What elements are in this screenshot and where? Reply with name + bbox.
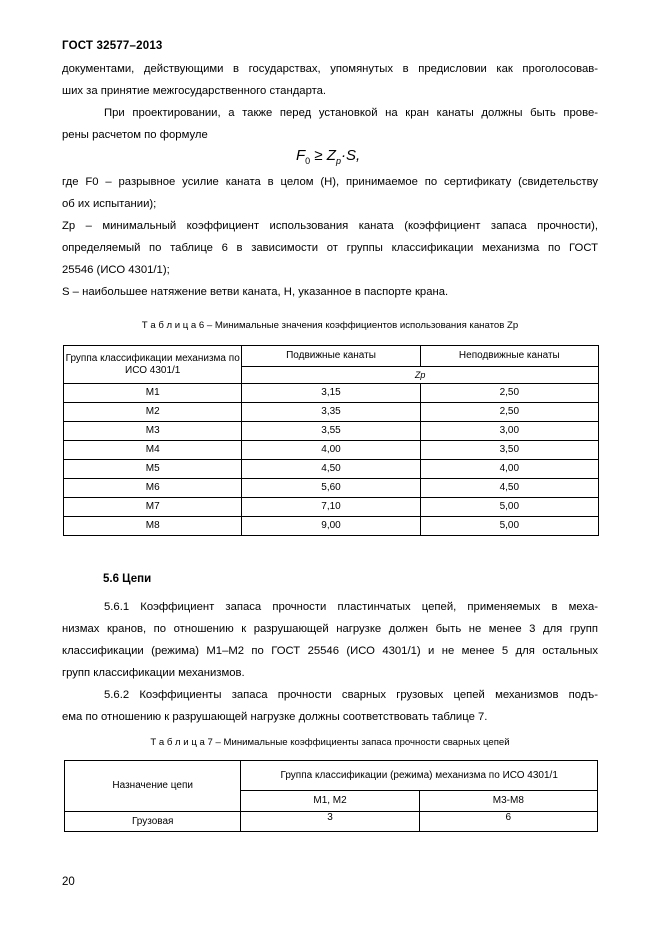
table6-subheader: Zp (242, 367, 599, 384)
text-line: определяемый по таблице 6 в зависимости от группы классификации механизма по ГОСТ (62, 242, 598, 254)
table7-group-header: Группа классификации (режима) механизма по ИСО 4301/1 (241, 761, 598, 791)
table6-cell-fixed: 2,50 (420, 403, 598, 422)
intro-paragraph (62, 58, 598, 102)
table6-cell-group: М1 (64, 384, 242, 403)
table-row (64, 384, 599, 403)
formula-z: Z (326, 147, 336, 164)
definition-zp: Zp – минимальный коэффициент использования каната (коэффициент запаса прочности), (62, 220, 598, 232)
text-line: групп классификации механизмов. (62, 667, 245, 679)
definitions (62, 171, 598, 303)
paragraph-5-6-1 (62, 596, 598, 684)
table6-cell-fixed: 3,00 (420, 422, 598, 441)
table6-cell-group: М5 (64, 460, 242, 479)
table6-cell-moving: 3,15 (242, 384, 420, 403)
table6-caption: Т а б л и ц а 6 – Минимальные значения коэффициентов использования канатов Zp (141, 320, 519, 331)
table6-cell-fixed: 4,50 (420, 479, 598, 498)
table6-cell-moving: 4,50 (242, 460, 420, 479)
table6-cell-moving: 4,00 (242, 441, 420, 460)
formula-rhs: ·S, (340, 147, 361, 164)
table7-cell-purpose: Грузовая (65, 812, 241, 832)
table6-cell-moving: 9,00 (242, 517, 420, 536)
table7-col1-header: Назначение цепи (65, 761, 241, 812)
text-line: При проектировании, а также перед установкой на кран канаты должны быть прове- (104, 107, 598, 119)
table6-cell-group: М4 (64, 441, 242, 460)
text-line: рены расчетом по формуле (62, 129, 208, 141)
table7-sub2: М3-М8 (419, 791, 597, 812)
table6-cell-moving: 3,55 (242, 422, 420, 441)
table-row (64, 422, 599, 441)
formula-lhs-sub: 0 (305, 156, 311, 166)
table6-col1-header: Группа классификации механизма по ИСО 4301/1 (64, 346, 242, 384)
text-line: об их испытании); (62, 198, 157, 210)
formula (296, 147, 360, 166)
table6-cell-moving: 7,10 (242, 498, 420, 517)
table6-cell-group: М2 (64, 403, 242, 422)
formula-z-sub: p (335, 156, 341, 166)
table7-sub1: М1, М2 (241, 791, 419, 812)
table6-cell-group: М3 (64, 422, 242, 441)
formula-operator: ≥ (310, 147, 327, 164)
text-line: ема по отношению к разрушающей нагрузке должны соответствовать таблице 7. (62, 711, 488, 723)
table-row (64, 441, 599, 460)
table-row (64, 498, 599, 517)
table6-cell-fixed: 5,00 (420, 517, 598, 536)
table-row (64, 403, 599, 422)
table6-cell-fixed: 4,00 (420, 460, 598, 479)
text-line: документами, действующими в государствах, упомянутых в предисловии как проголосовав- (62, 63, 598, 75)
table-6 (63, 345, 599, 536)
page-number: 20 (62, 876, 75, 888)
document-header: ГОСТ 32577–2013 (62, 40, 163, 52)
table7-cell-v2: 6 (419, 812, 597, 832)
table6-col2-header: Подвижные канаты (242, 346, 420, 367)
table-row (64, 517, 599, 536)
paragraph-5-6-2 (62, 684, 598, 728)
design-paragraph (62, 102, 598, 146)
text-line: низмах кранов, по отношению к разрушающей нагрузке должен быть не менее 3 для групп (62, 623, 598, 635)
table6-col3-header: Неподвижные канаты (420, 346, 598, 367)
table6-body (64, 384, 599, 536)
text-line: ших за принятие межгосударственного стандарта. (62, 85, 327, 97)
text-line: классификации (режима) М1–М2 по ГОСТ 25546 (ИСО 4301/1) и не менее 5 для остальных (62, 645, 598, 657)
table-row (64, 460, 599, 479)
table-7 (64, 760, 598, 832)
definition-f0: где F0 – разрывное усилие каната в целом (Н), принимаемое по сертификату (свидетельству (62, 176, 598, 188)
table7-cell-v1: 3 (241, 812, 419, 832)
table6-cell-group: М7 (64, 498, 242, 517)
table6-cell-fixed: 2,50 (420, 384, 598, 403)
definition-s: S – наибольшее натяжение ветви каната, Н, указанное в паспорте крана. (62, 286, 449, 298)
table7-caption: Т а б л и ц а 7 – Минимальные коэффициенты запаса прочности сварных цепей (150, 737, 510, 748)
formula-lhs: F (296, 147, 306, 164)
text-line: 5.6.2 Коэффициенты запаса прочности сварных грузовых цепей механизмов подъ- (104, 689, 598, 701)
text-line: 5.6.1 Коэффициент запаса прочности пластинчатых цепей, применяемых в меха- (104, 601, 598, 613)
table6-cell-group: М8 (64, 517, 242, 536)
text-line: 25546 (ИСО 4301/1); (62, 264, 170, 276)
table6-cell-moving: 3,35 (242, 403, 420, 422)
table6-cell-fixed: 3,50 (420, 441, 598, 460)
table6-cell-group: М6 (64, 479, 242, 498)
table6-cell-fixed: 5,00 (420, 498, 598, 517)
section-title: 5.6 Цепи (103, 573, 152, 585)
table-row (64, 479, 599, 498)
table6-cell-moving: 5,60 (242, 479, 420, 498)
